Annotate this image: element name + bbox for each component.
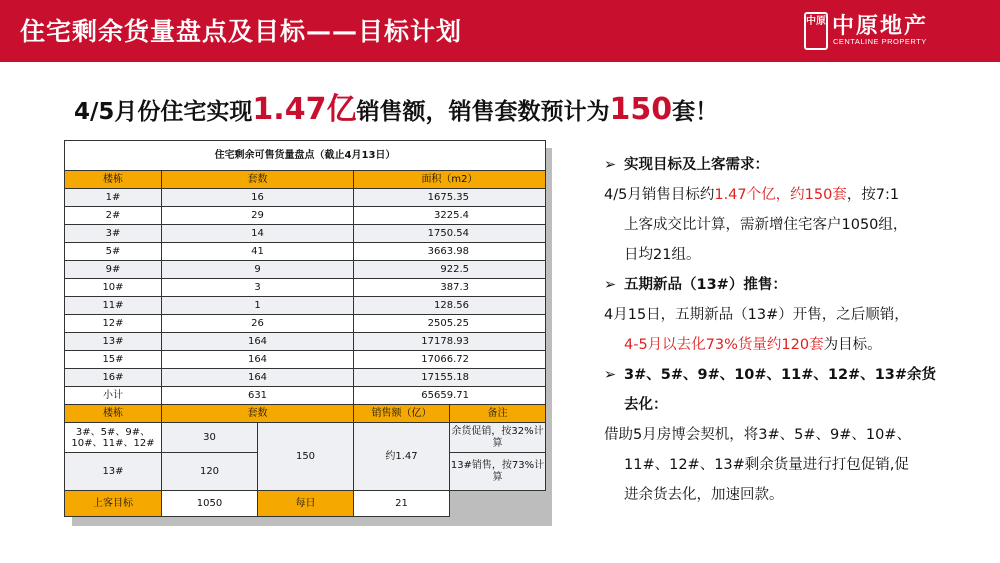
paragraph-line: 进余货去化，加速回款。 (624, 487, 784, 503)
headline (74, 84, 718, 128)
table-row (65, 333, 546, 351)
column-header: 套数 (162, 405, 354, 423)
units-cell: 16 (162, 189, 354, 207)
paragraph-line: 借助5月房博会契机，将3#、5#、9#、10#、 (604, 427, 911, 443)
building-cell: 1# (65, 189, 162, 207)
headline-amount: 1.47亿 (252, 92, 357, 127)
target-header-row (65, 405, 546, 423)
table-row (65, 369, 546, 387)
area-cell: 65659.71 (354, 387, 546, 405)
target-sales-cell: 约1.47 (354, 423, 450, 491)
building-cell: 5# (65, 243, 162, 261)
arrow-bullet-icon: ➢ (604, 277, 617, 293)
inventory-table (64, 140, 546, 517)
table-row (65, 243, 546, 261)
section-heading: ➢ 五期新品（13#）推售： (604, 270, 956, 300)
table-row (65, 279, 546, 297)
paragraph-line: 日均21组。 (624, 247, 701, 263)
column-header: 备注 (450, 405, 546, 423)
table-title-row (65, 141, 546, 171)
table-header-row (65, 171, 546, 189)
table-row (65, 297, 546, 315)
target-total-units-cell: 150 (258, 423, 354, 491)
headline-part1: 4/5月份住宅实现 (74, 99, 253, 125)
area-cell: 922.5 (354, 261, 546, 279)
daily-value-cell: 21 (354, 491, 450, 517)
building-cell: 2# (65, 207, 162, 225)
building-cell: 小计 (65, 387, 162, 405)
table-row (65, 207, 546, 225)
units-cell: 164 (162, 369, 354, 387)
target-units-cell: 120 (162, 453, 258, 491)
table-row (65, 351, 546, 369)
empty-cell (450, 491, 546, 517)
arrow-bullet-icon: ➢ (604, 367, 617, 383)
plan-text (604, 150, 956, 510)
building-cell: 11# (65, 297, 162, 315)
area-cell: 17155.18 (354, 369, 546, 387)
logo-english-name: CENTALINE PROPERTY (833, 37, 927, 46)
area-cell: 1675.35 (354, 189, 546, 207)
section-heading: ➢ 3#、5#、9#、10#、11#、12#、13#余货 (604, 360, 956, 390)
logo-seal-icon: 中原 (804, 12, 828, 50)
area-cell: 387.3 (354, 279, 546, 297)
visitor-label-cell: 上客目标 (65, 491, 162, 517)
building-cell: 10# (65, 279, 162, 297)
page-title: 住宅剩余货量盘点及目标——目标计划 (20, 17, 463, 46)
building-cell: 15# (65, 351, 162, 369)
visitor-value-cell: 1050 (162, 491, 258, 517)
paragraph-line: 4-5月以去化73%货量约120套为目标。 (624, 337, 882, 353)
target-building-cell: 13# (65, 453, 162, 491)
table-row (65, 261, 546, 279)
area-cell: 128.56 (354, 297, 546, 315)
company-logo (804, 12, 989, 50)
area-cell: 17066.72 (354, 351, 546, 369)
units-cell: 164 (162, 351, 354, 369)
target-note-cell: 余货促销，按32%计算 (450, 423, 546, 453)
paragraph-line: 4月15日，五期新品（13#）开售，之后顺销， (604, 307, 909, 323)
headline-part2: 销售额，销售套数预计为 (356, 99, 610, 125)
area-cell: 2505.25 (354, 315, 546, 333)
headline-units: 150 (609, 92, 673, 127)
building-cell: 16# (65, 369, 162, 387)
area-cell: 3663.98 (354, 243, 546, 261)
column-header: 楼栋 (65, 405, 162, 423)
area-cell: 1750.54 (354, 225, 546, 243)
table-row (65, 315, 546, 333)
target-note-cell: 13#销售，按73%计算 (450, 453, 546, 491)
visitor-target-row (65, 491, 546, 517)
units-cell: 631 (162, 387, 354, 405)
table-row (65, 225, 546, 243)
units-cell: 1 (162, 297, 354, 315)
units-cell: 9 (162, 261, 354, 279)
paragraph-line: 11#、12#、13#剩余货量进行打包促销,促 (624, 457, 909, 473)
paragraph-line: 4/5月销售目标约1.47个亿，约150套，按7:1 (604, 187, 900, 203)
target-building-cell: 3#、5#、9#、10#、11#、12# (65, 423, 162, 453)
section-heading: ➢ 实现目标及上客需求： (604, 150, 956, 180)
building-cell: 3# (65, 225, 162, 243)
area-cell: 17178.93 (354, 333, 546, 351)
logo-chinese-name: 中原地产 (832, 14, 929, 39)
column-header: 面积（m2） (354, 171, 546, 189)
column-header: 销售额（亿） (354, 405, 450, 423)
units-cell: 26 (162, 315, 354, 333)
units-cell: 41 (162, 243, 354, 261)
arrow-bullet-icon: ➢ (604, 157, 617, 173)
subtotal-row (65, 387, 546, 405)
headline-part3: 套！ (672, 99, 719, 125)
building-cell: 9# (65, 261, 162, 279)
units-cell: 164 (162, 333, 354, 351)
target-units-cell: 30 (162, 423, 258, 453)
paragraph-line: 上客成交比计算，需新增住宅客户1050组， (624, 217, 908, 233)
building-cell: 12# (65, 315, 162, 333)
area-cell: 3225.4 (354, 207, 546, 225)
units-cell: 3 (162, 279, 354, 297)
table-title: 住宅剩余可售货量盘点（截止4月13日） (65, 141, 546, 171)
column-header: 楼栋 (65, 171, 162, 189)
table-row (65, 189, 546, 207)
section-heading-cont: 去化： (624, 397, 668, 413)
building-cell: 13# (65, 333, 162, 351)
column-header: 套数 (162, 171, 354, 189)
units-cell: 14 (162, 225, 354, 243)
units-cell: 29 (162, 207, 354, 225)
target-row (65, 423, 546, 453)
daily-label-cell: 每日 (258, 491, 354, 517)
title-bar (0, 0, 1000, 62)
